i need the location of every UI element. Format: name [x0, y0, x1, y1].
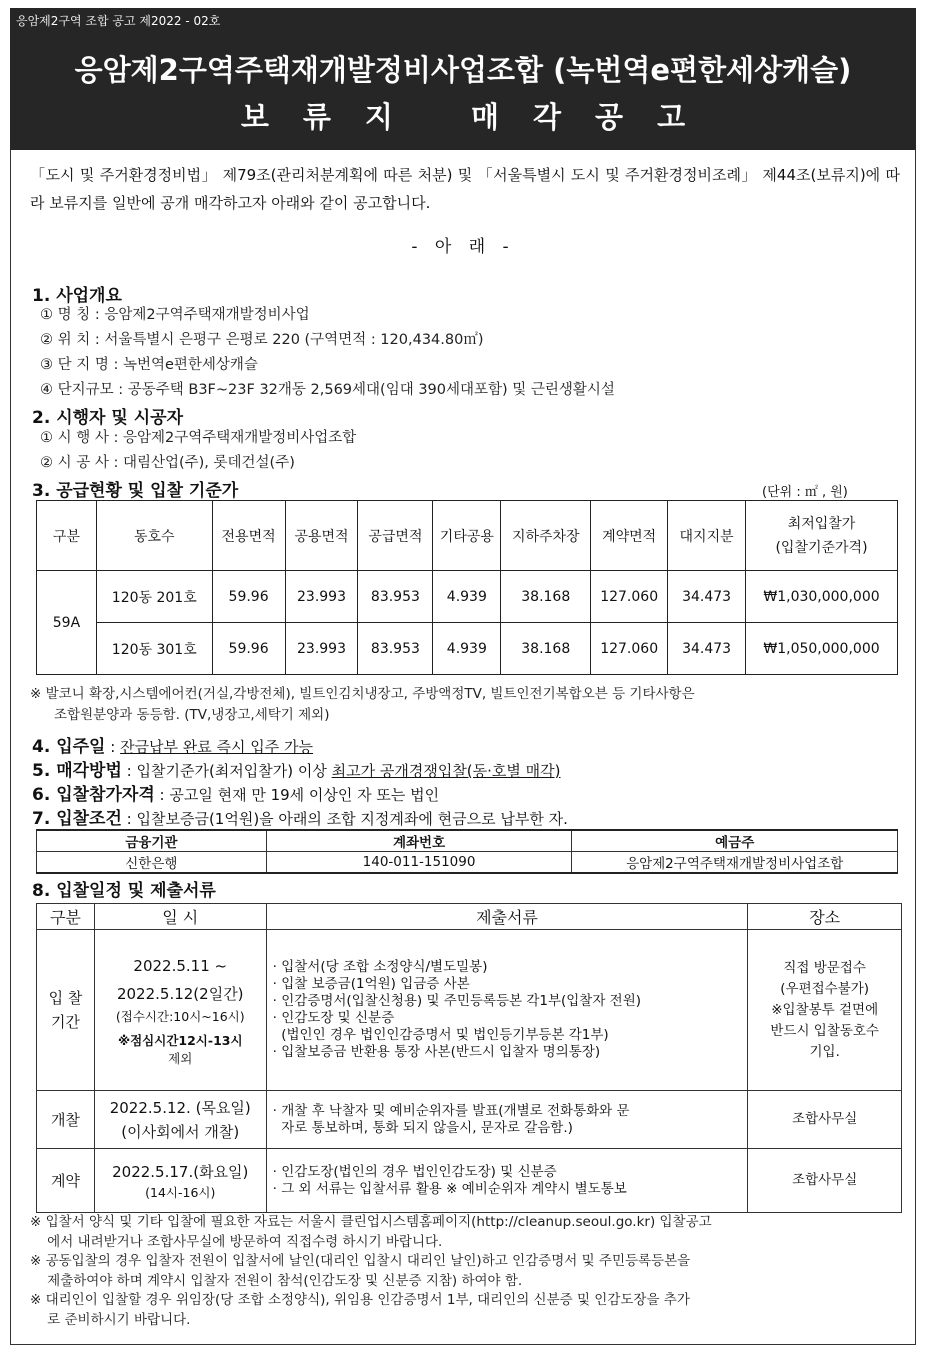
col-header: 예금주 — [572, 830, 898, 852]
options-note: ※ 발코니 확장,시스템에어컨(거실,각방전체), 빌트인김치냉장고, 주방액정TV, 빌트인전기복합오븐 등 기타사항은 조합원분양과 동등함. (TV,냉장고,세탁기 제외) — [30, 686, 695, 723]
col-header: 전용면적 — [212, 501, 285, 571]
table-row — [37, 852, 898, 874]
table-cell: 34.473 — [668, 571, 746, 623]
section-divider-heading: - 아 래 - — [411, 237, 515, 257]
table-row — [37, 571, 898, 623]
col-header: 일 시 — [94, 904, 266, 930]
executor-line: ① 시 행 사 : 응암제2구역주택재개발정비사업조합 — [40, 430, 357, 446]
col-header: 제출서류 — [266, 904, 748, 930]
bid-date: 2022.5.11 ~ 2022.5.12(2일간) (접수시간:10시~16시) ※점심시간12시-13시 제외 — [94, 930, 266, 1091]
table-cell: 59.96 — [212, 623, 285, 675]
bank-account-table — [36, 829, 898, 874]
section-1-title: 1. 사업개요 — [32, 286, 122, 306]
col-header: 계약면적 — [591, 501, 668, 571]
table-cell: 23.993 — [285, 623, 358, 675]
row-label: 계약 — [37, 1149, 95, 1213]
bid-condition-item: 7. 입찰조건 : 입찰보증금(1억원)을 아래의 조합 지정계좌에 현금으로 납부한 자. — [32, 809, 568, 829]
bank-name: 신한은행 — [37, 852, 267, 874]
col-header: 계좌번호 — [266, 830, 572, 852]
contract-documents: · 인감도장(법인의 경우 법인인감도장) 및 신분증 · 그 외 서류는 입찰서류 활용 ※ 예비순위자 계약시 별도통보 — [266, 1149, 748, 1213]
table-cell: 120동 201호 — [96, 571, 212, 623]
contract-date: 2022.5.17.(화요일) (14시-16시) — [94, 1149, 266, 1213]
sale-method-item: 5. 매각방법 : 입찰기준가(최저입찰가) 이상 최고가 공개경쟁입찰(동·호별 매각) — [32, 761, 561, 781]
page-title: 응암제2구역주택재개발정비사업조합 (녹번역e편한세상캐슬) — [74, 53, 852, 87]
overview-complex-name: ③ 단 지 명 : 녹번역e편한세상캐슬 — [40, 357, 258, 373]
overview-scale: ④ 단지규모 : 공동주택 B3F~23F 32개동 2,569세대(임대 390세대포함) 및 근린생활시설 — [40, 382, 615, 398]
open-date: 2022.5.12. (목요일) (이사회에서 개찰) — [94, 1091, 266, 1149]
col-header: 동호수 — [96, 501, 212, 571]
row-label: 개찰 — [37, 1091, 95, 1149]
intro-paragraph: 「도시 및 주거환경정비법」 제79조(관리처분계획에 따른 처분) 및 「서울특별시 도시 및 주거환경정비조례」 제44조(보류지)에 따라 보류지를 일반에 공개 매각하고자 아래와 같이 공고합니다. — [30, 166, 900, 212]
row-label: 입 찰 기간 — [37, 930, 95, 1091]
table-row — [37, 623, 898, 675]
table-cell-price: ₩1,030,000,000 — [746, 571, 898, 623]
schedule-table — [36, 903, 902, 1213]
schedule-row-contract — [37, 1149, 902, 1213]
schedule-row-open — [37, 1091, 902, 1149]
section-8-title: 8. 입찰일정 및 제출서류 — [32, 881, 216, 901]
sale-method-value: 최고가 공개경쟁입찰(동·호별 매각) — [331, 762, 561, 780]
col-header-min-price: 최저입찰가 (입찰기준가격) — [746, 501, 898, 571]
col-header: 공급면적 — [358, 501, 433, 571]
col-header: 대지지분 — [668, 501, 746, 571]
table-cell: 4.939 — [433, 623, 501, 675]
col-header: 구분 — [37, 904, 95, 930]
table-cell: 38.168 — [501, 623, 591, 675]
table-cell: 4.939 — [433, 571, 501, 623]
table-cell: 127.060 — [591, 571, 668, 623]
footer-notes: ※ 입찰서 양식 및 기타 입찰에 필요한 자료는 서울시 클린업시스템홈페이지(http://cleanup.seoul.go.kr) 입찰공고 에서 내려받거나 조합사무실에 방문하여 직접수령 하시기 바랍니다. ※ 공동입찰의 경우 입찰자 전원이 입찰서에 날인(대리인 입찰시 대리인 날인)하고 인감증명서 및 주민등록등본을 제출하여야 하며 계약시 입찰자 전원이 참석(인감도장 및 신분증 지참) 하여야 함. ※ 대리인이 입찰할 경우 위임장(당 조합 소정양식), 위임용 인감증명서 1부, 대리인의 신분증 및 인감도장을 추가 로 준비하시기 바랍니다. — [30, 1214, 712, 1328]
unit-label: (단위 : ㎡ , 원) — [762, 485, 848, 500]
page-subtitle: 보류지 매각공고 — [240, 100, 720, 134]
col-header: 지하주차장 — [501, 501, 591, 571]
title-banner — [10, 8, 916, 150]
col-header: 기타공용 — [433, 501, 501, 571]
notice-number: 응암제2구역 조합 공고 제2022 - 02호 — [16, 14, 221, 28]
contract-place: 조합사무실 — [748, 1149, 902, 1213]
col-header: 구분 — [37, 501, 97, 571]
move-in-value: 잔금납부 완료 즉시 입주 가능 — [120, 738, 314, 756]
table-cell: 59.96 — [212, 571, 285, 623]
table-cell-price: ₩1,050,000,000 — [746, 623, 898, 675]
table-cell: 34.473 — [668, 623, 746, 675]
overview-name: ① 명 칭 : 응암제2구역주택재개발정비사업 — [40, 307, 310, 323]
table-cell: 120동 301호 — [96, 623, 212, 675]
account-holder: 응암제2구역주택재개발정비사업조합 — [572, 852, 898, 874]
constructor-line: ② 시 공 사 : 대림산업(주), 롯데건설(주) — [40, 455, 295, 471]
table-cell: 23.993 — [285, 571, 358, 623]
bid-documents: · 입찰서(당 조합 소정양식/별도밀봉) · 입찰 보증금(1억원) 입금증 사본 · 인감증명서(입찰신청용) 및 주민등록등본 각1부(입찰자 전원) · 인감도장 및 신분증 (법인인 경우 법인인감증명서 및 법인등기부등본 각1부) · 입찰보증금 반환용 통장 사본(반드시 입찰자 명의통장) — [266, 930, 748, 1091]
overview-location: ② 위 치 : 서울특별시 은평구 은평로 220 (구역면적 : 120,434.80㎡) — [40, 332, 484, 348]
section-2-title: 2. 시행자 및 시공자 — [32, 408, 183, 428]
account-number: 140-011-151090 — [266, 852, 572, 874]
table-cell: 127.060 — [591, 623, 668, 675]
open-place: 조합사무실 — [748, 1091, 902, 1149]
bid-place: 직접 방문접수 (우편접수불가) ※입찰봉투 겉면에 반드시 입찰동호수 기입. — [748, 930, 902, 1091]
unit-type: 59A — [37, 571, 97, 675]
table-cell: 38.168 — [501, 571, 591, 623]
section-3-title: 3. 공급현황 및 입찰 기준가 — [32, 481, 239, 501]
schedule-row-bid — [37, 930, 902, 1091]
col-header: 장소 — [748, 904, 902, 930]
col-header: 공용면적 — [285, 501, 358, 571]
eligibility-item: 6. 입찰참가자격 : 공고일 현재 만 19세 이상인 자 또는 법인 — [32, 785, 440, 805]
supply-table — [36, 500, 898, 675]
open-documents: · 개찰 후 낙찰자 및 예비순위자를 발표(개별로 전화통화와 문 자로 통보하며, 통화 되지 않을시, 문자로 갈음함.) — [266, 1091, 748, 1149]
table-cell: 83.953 — [358, 623, 433, 675]
col-header: 금융기관 — [37, 830, 267, 852]
move-in-item: 4. 입주일 : 잔금납부 완료 즉시 입주 가능 — [32, 737, 314, 757]
table-cell: 83.953 — [358, 571, 433, 623]
